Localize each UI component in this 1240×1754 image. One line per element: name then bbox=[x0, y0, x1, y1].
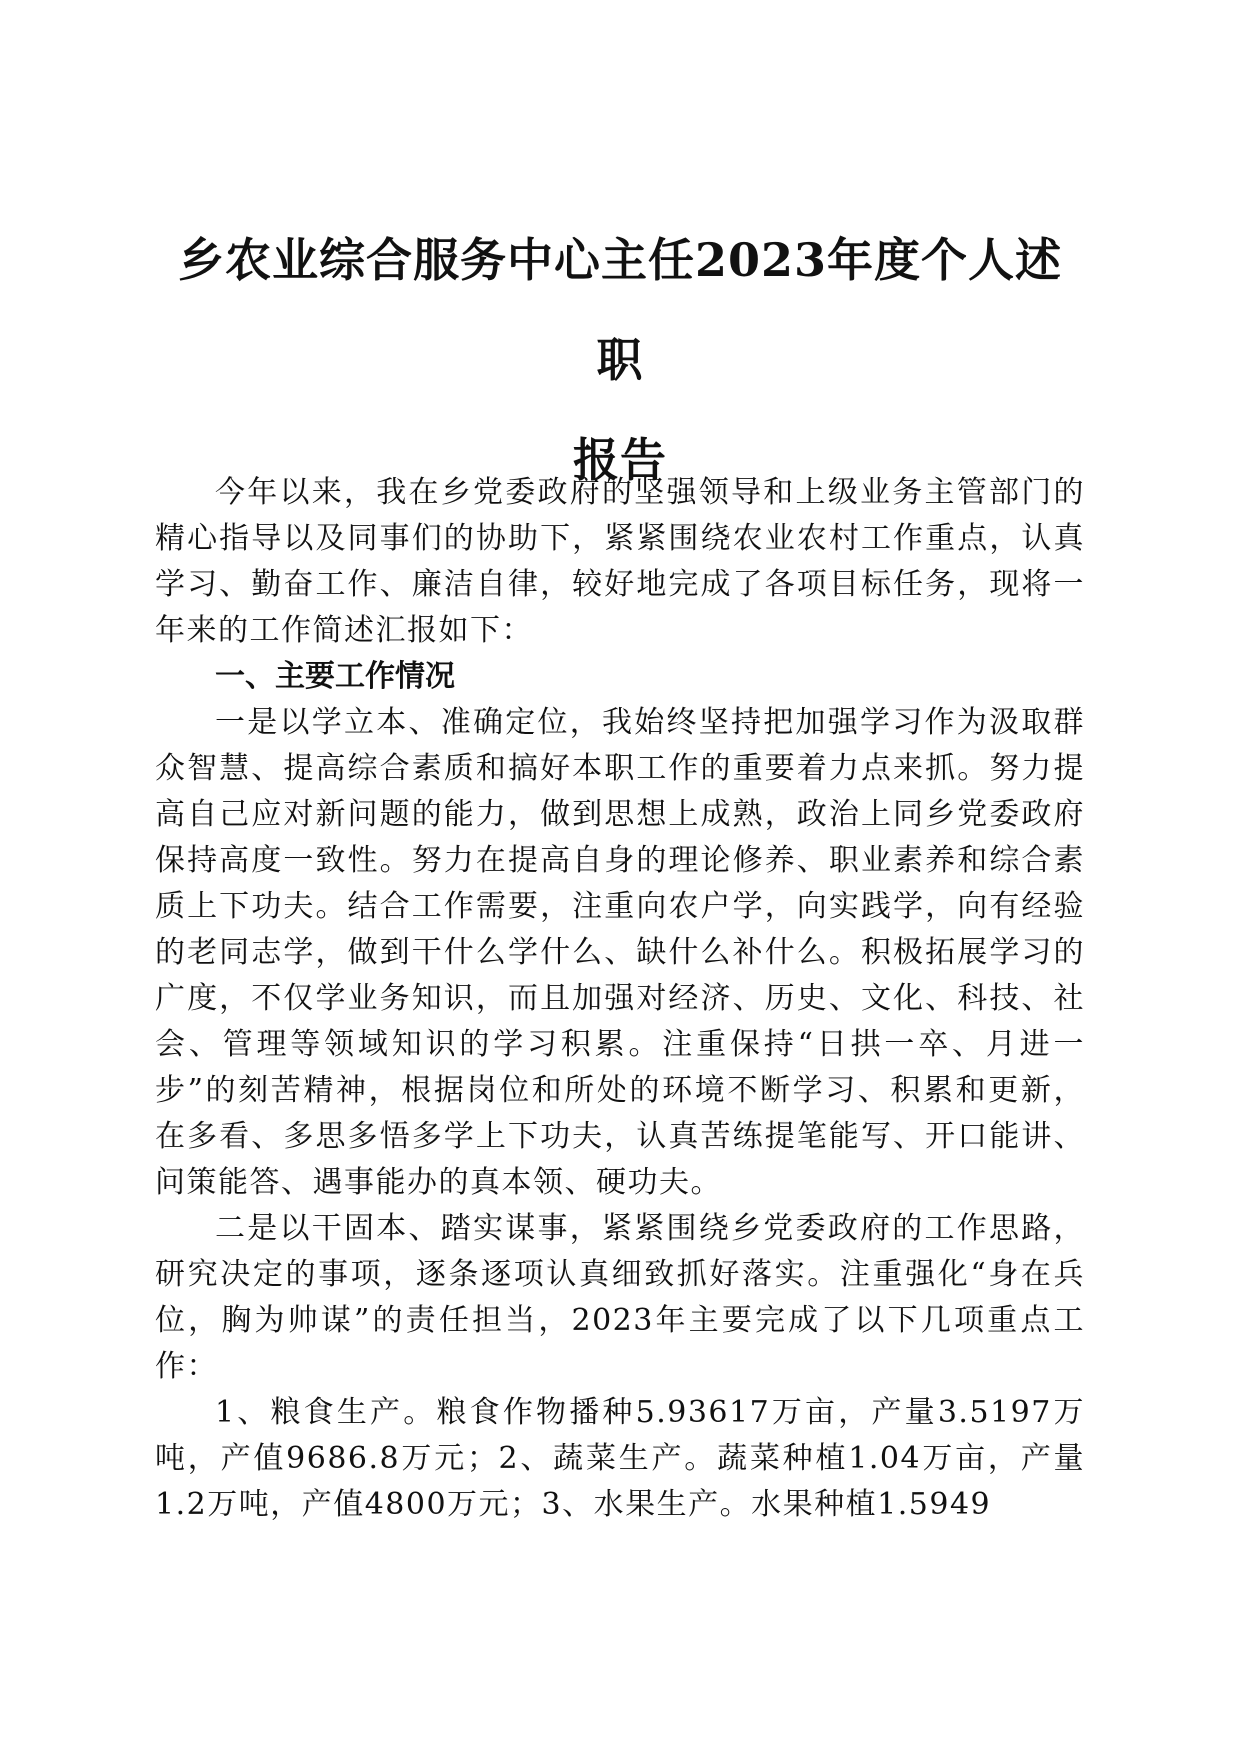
paragraph-study: 一是以学立本、准确定位，我始终坚持把加强学习作为汲取群众智慧、提高综合素质和搞好本职工作的重要着力点来抓。努力提高自己应对新问题的能力，做到思想上成熟，政治上同乡党委政府保持高度一致性。努力在提高自身的理论修养、职业素养和综合素质上下功夫。结合工作需要，注重向农户学，向实践学，向有经验的老同志学，做到干什么学什么、缺什么补什么。积极拓展学习的广度，不仅学业务知识，而且加强对经济、历史、文化、科技、社会、管理等领域知识的学习积累。注重保持“日拱一卒、月进一步”的刻苦精神，根据岗位和所处的环境不断学习、积累和更新，在多看、多思多悟多学上下功夫，认真苦练提笔能写、开口能讲、问策能答、遇事能办的真本领、硬功夫。 bbox=[155, 705, 1085, 1200]
document-body bbox=[155, 470, 1085, 1528]
section-heading: 一、主要工作情况 bbox=[215, 659, 455, 694]
paragraph-production: 1、粮食生产。粮食作物播种5.93617万亩，产量3.5197万吨，产值9686.8万元；2、蔬菜生产。蔬菜种植1.04万亩，产量1.2万吨，产值4800万元；3、水果生产。水果种植1.5949 bbox=[155, 1395, 1085, 1522]
paragraph-work: 二是以干固本、踏实谋事，紧紧围绕乡党委政府的工作思路，研究决定的事项，逐条逐项认真细致抓好落实。注重强化“身在兵位，胸为帅谋”的责任担当，2023年主要完成了以下几项重点工作： bbox=[155, 1211, 1085, 1384]
title-line-2: 报告 bbox=[573, 433, 667, 487]
intro-paragraph: 今年以来，我在乡党委政府的坚强领导和上级业务主管部门的精心指导以及同事们的协助下，紧紧围绕农业农村工作重点，认真学习、勤奋工作、廉洁自律，较好地完成了各项目标任务，现将一年来的工作简述汇报如下： bbox=[155, 475, 1085, 648]
title-line-1: 乡农业综合服务中心主任2023年度个人述职 bbox=[177, 233, 1063, 387]
document-title bbox=[155, 210, 1085, 510]
